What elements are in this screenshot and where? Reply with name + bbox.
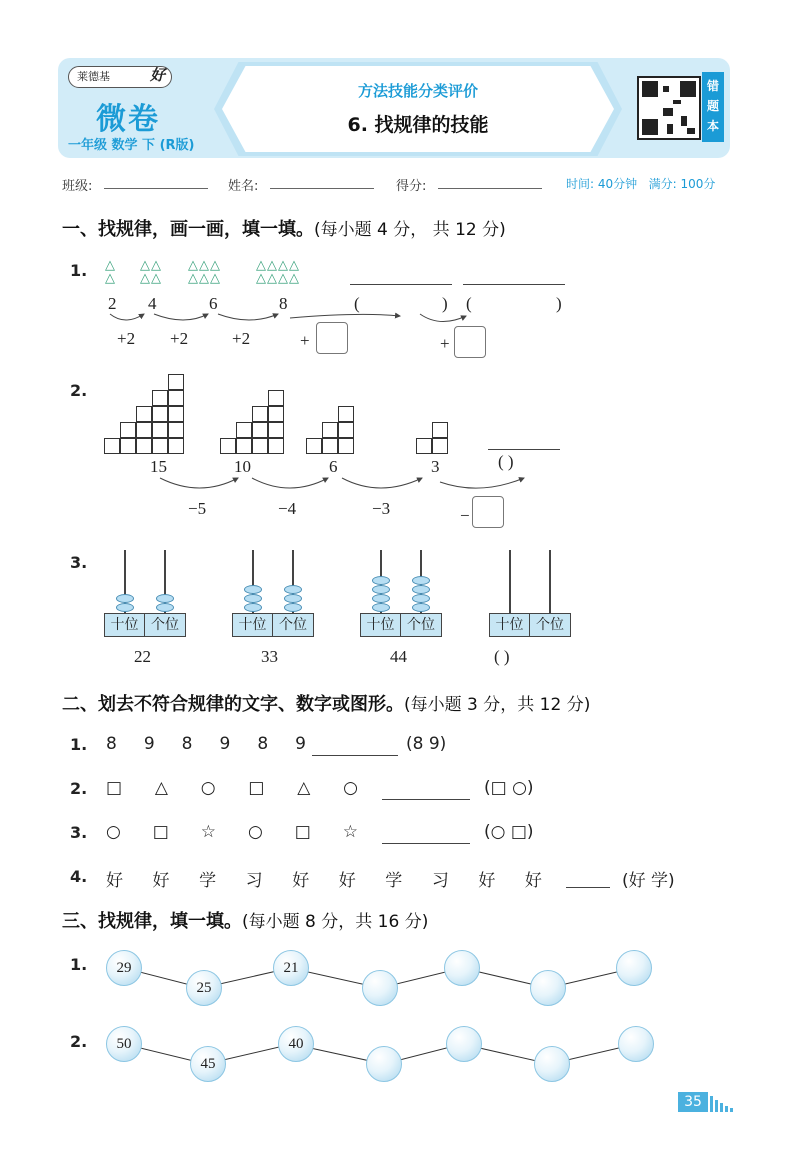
triangle-group-6: △△△ △△△ — [188, 258, 221, 286]
time-score — [566, 175, 715, 192]
ones-label: 个位 — [536, 617, 564, 633]
row-item[interactable]: □ — [106, 778, 123, 798]
answer-paren[interactable]: ( ) — [494, 647, 510, 666]
ones-label: 个位 — [279, 617, 307, 633]
s2-row1-hint: (8 9) — [406, 734, 447, 754]
staircase-6 — [306, 376, 370, 456]
row-item[interactable]: ☆ — [342, 822, 358, 842]
number-ball: 29 — [106, 950, 142, 986]
name-label: 姓名: — [228, 179, 259, 194]
row-item[interactable]: 习 — [431, 871, 449, 891]
qr-code-icon[interactable] — [637, 76, 701, 140]
mistake-char-2: 题 — [706, 99, 719, 113]
section2-heading — [62, 690, 590, 716]
mistake-book-tag — [702, 72, 724, 142]
class-label: 班级: — [62, 179, 93, 194]
draw-blank-2[interactable] — [463, 284, 565, 285]
abacus-number: 22 — [134, 647, 151, 666]
stair-number: 3 — [431, 457, 440, 476]
s1-q3-number: 3. — [70, 553, 88, 572]
answer-paren-open: ( — [466, 294, 472, 313]
name-field[interactable] — [270, 188, 374, 189]
answer-ball[interactable] — [618, 1026, 654, 1062]
row-item[interactable]: 学 — [199, 871, 217, 891]
staircase-10 — [220, 376, 300, 456]
s1-q2-number: 2. — [70, 381, 88, 400]
s2-row3-items — [106, 822, 358, 842]
row-item[interactable]: 好 — [292, 871, 310, 891]
abacus-number: 33 — [261, 647, 278, 666]
s2-row4-hint: (好 学) — [622, 871, 675, 891]
s1-q1-number: 1. — [70, 261, 88, 280]
row-item[interactable]: ○ — [343, 778, 358, 798]
staircase-3 — [416, 376, 456, 456]
s2-q4-number: 4. — [70, 867, 88, 886]
answer-ball[interactable] — [362, 970, 398, 1006]
answer-box[interactable] — [454, 326, 486, 358]
s2-row2-hint: (□ ○) — [484, 778, 534, 798]
number-ball: 45 — [190, 1046, 226, 1082]
number-ball: 40 — [278, 1026, 314, 1062]
seq-number: 6 — [209, 294, 218, 313]
row-item[interactable]: ○ — [106, 822, 121, 842]
answer-ball[interactable] — [616, 950, 652, 986]
s2-row3-hint: (○ □) — [484, 822, 534, 842]
row-item[interactable]: 好 — [478, 871, 496, 891]
number-ball: 25 — [186, 970, 222, 1006]
s2-q3-number: 3. — [70, 823, 88, 842]
answer-paren[interactable]: ( ) — [498, 452, 514, 471]
step-label: +2 — [232, 329, 251, 348]
section3-title: 三、找规律，填一填。 — [62, 911, 242, 932]
answer-line[interactable] — [566, 887, 610, 888]
step-label: + — [300, 331, 310, 350]
step-label: −5 — [188, 499, 207, 518]
answer-ball[interactable] — [530, 970, 566, 1006]
section2-points: (每小题 3 分，共 12 分) — [404, 695, 591, 715]
tens-label: 十位 — [233, 614, 273, 636]
page-bars-icon — [710, 1094, 738, 1112]
section2-title: 二、划去不符合规律的文字、数字或图形。 — [62, 694, 404, 715]
row-item[interactable]: △ — [154, 778, 168, 798]
seq-number: 2 — [108, 294, 117, 313]
class-field[interactable] — [104, 188, 208, 189]
time-limit: 时间: 40分钟 — [566, 177, 638, 191]
stair-number: 15 — [150, 457, 167, 476]
answer-paren-close: ) — [556, 294, 562, 313]
row-item[interactable]: □ — [152, 822, 169, 842]
abacus-33 — [232, 550, 314, 642]
triangle-group-2: △ △ — [105, 258, 116, 286]
step-label: − — [460, 506, 470, 525]
abacus-number: 44 — [390, 647, 407, 666]
number-ball: 50 — [106, 1026, 142, 1062]
publisher-logo — [68, 66, 172, 88]
row-item[interactable]: 好 — [152, 871, 170, 891]
row-item[interactable]: 9 — [295, 734, 306, 754]
answer-box[interactable] — [472, 496, 504, 528]
answer-ball[interactable] — [366, 1046, 402, 1082]
section1-heading — [62, 215, 506, 241]
answer-ball[interactable] — [534, 1046, 570, 1082]
staircase-15 — [104, 376, 194, 456]
score-field[interactable] — [438, 188, 542, 189]
section3-heading — [62, 907, 428, 933]
s2-row2-items — [106, 778, 358, 798]
row-item[interactable]: ☆ — [200, 822, 217, 842]
step-label: −4 — [278, 499, 297, 518]
s3-q1-number: 1. — [70, 955, 88, 974]
row-item[interactable]: 习 — [245, 871, 263, 891]
number-ball: 21 — [273, 950, 309, 986]
answer-ball[interactable] — [446, 1026, 482, 1062]
row-item[interactable]: 8 — [181, 734, 193, 754]
step-label: + — [440, 334, 450, 353]
row-item[interactable]: 好 — [106, 871, 123, 891]
ones-label: 个位 — [407, 617, 435, 633]
row-item[interactable]: □ — [248, 778, 265, 798]
s2-row1-items — [106, 734, 306, 754]
publisher-logo-text: 莱德基 — [77, 70, 110, 83]
answer-paren-close: ) — [442, 294, 448, 313]
mistake-char-3: 本 — [706, 119, 719, 133]
stair-number: 6 — [329, 457, 338, 476]
answer-line[interactable] — [312, 755, 398, 756]
category-title: 方法技能分类评价 — [357, 82, 478, 100]
row-item[interactable]: 9 — [143, 734, 155, 754]
s3-q2-number: 2. — [70, 1032, 88, 1051]
abacus-blank[interactable] — [489, 550, 571, 642]
row-item[interactable]: 9 — [219, 734, 231, 754]
answer-line[interactable] — [382, 843, 470, 844]
ones-label: 个位 — [151, 617, 179, 633]
row-item[interactable]: 好 — [524, 871, 542, 891]
triangle-group-8: △△△△ △△△△ — [256, 258, 300, 286]
draw-blank-3[interactable] — [488, 449, 560, 450]
s2-q2-number: 2. — [70, 779, 88, 798]
series-title: 微卷 — [96, 102, 160, 137]
step-label: +2 — [170, 329, 189, 348]
stair-number: 10 — [234, 457, 251, 476]
full-score: 满分: 100分 — [648, 177, 716, 191]
row-item[interactable]: □ — [294, 822, 311, 842]
section3-points: (每小题 8 分，共 16 分) — [242, 912, 429, 932]
row-item[interactable]: 好 — [338, 871, 356, 891]
section1-title: 一、找规律，画一画，填一填。 — [62, 219, 314, 240]
seq-number: 8 — [279, 294, 288, 313]
s2-q1-number: 1. — [70, 735, 88, 754]
abacus-44 — [360, 550, 442, 642]
tens-label: 十位 — [105, 614, 145, 636]
row-item[interactable]: 8 — [257, 734, 269, 754]
step-label: +2 — [117, 329, 136, 348]
answer-box[interactable] — [316, 322, 348, 354]
score-label: 得分: — [396, 179, 427, 194]
s2-row4-items — [106, 866, 542, 891]
section1-points: (每小题 4 分， 共 12 分) — [314, 220, 506, 240]
step-label: −3 — [372, 499, 391, 518]
draw-blank-1[interactable] — [350, 284, 452, 285]
answer-ball[interactable] — [444, 950, 480, 986]
answer-paren-open: ( — [354, 294, 360, 313]
answer-line[interactable] — [382, 799, 470, 800]
publisher-logo-hao: 好 — [149, 66, 165, 84]
tens-label: 十位 — [490, 614, 530, 636]
banner — [222, 66, 614, 152]
row-item[interactable]: ○ — [247, 822, 263, 842]
row-item[interactable]: 8 — [106, 734, 117, 754]
mistake-char-1: 错 — [706, 79, 719, 93]
grade-label: 一年级 数学 下 (R版) — [68, 138, 195, 153]
row-item[interactable]: 学 — [385, 871, 403, 891]
tens-label: 十位 — [361, 614, 401, 636]
abacus-22 — [104, 550, 186, 642]
page-number: 35 — [678, 1092, 708, 1112]
row-item[interactable]: ○ — [200, 778, 216, 798]
lesson-title: 6. 找规律的技能 — [347, 114, 489, 136]
seq-number: 4 — [148, 294, 157, 313]
triangle-group-4: △△ △△ — [140, 258, 162, 286]
row-item[interactable]: △ — [297, 778, 311, 798]
